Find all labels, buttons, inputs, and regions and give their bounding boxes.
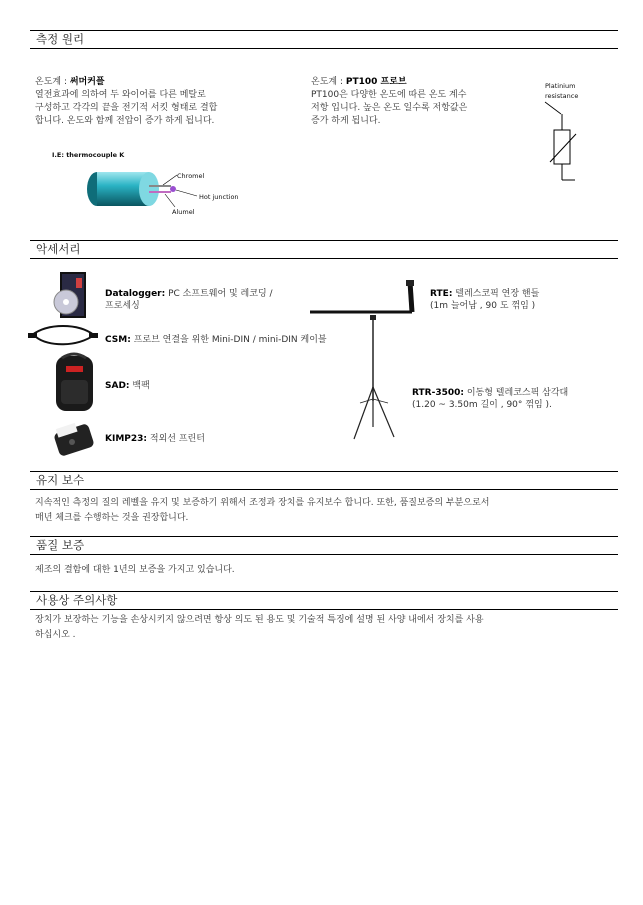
accessory-code: Datalogger:: [105, 289, 166, 299]
label-alumel: Alumel: [172, 208, 195, 216]
maintenance-line: 지속적인 측정의 질의 레벨을 유지 및 보증하기 위해서 조정과 장치를 유지보수 합니다. 또한, 품질보증의 부분으로서: [35, 498, 490, 508]
resistor-symbol: [540, 100, 590, 190]
heading-value: 써머커플: [69, 77, 105, 87]
pt100-line: 저항 입니다. 높은 온도 일수록 저항값은: [311, 103, 468, 113]
accessory-desc: PC 소프트웨어 및 레코딩 /: [168, 289, 273, 299]
thermocouple-line: 구성하고 각각의 끝을 전기적 서킷 형태로 결합: [35, 103, 218, 113]
warranty-line: 제조의 결함에 대한 1년의 보증을 가지고 있습니다.: [35, 565, 235, 575]
accessory-desc: 백팩: [132, 381, 150, 391]
kimp23-printer-image: [52, 418, 97, 458]
accessory-desc: 텔레스코픽 연장 핸들: [455, 289, 540, 299]
accessory-desc-cont: 프로세싱: [105, 301, 140, 311]
datalogger-software-image: [52, 270, 97, 322]
heading-value: PT100 프로브: [345, 77, 407, 87]
accessory-code: CSM:: [105, 335, 131, 345]
accessory-code: RTE:: [430, 289, 453, 299]
accessory-code: RTR-3500:: [412, 388, 464, 398]
thermocouple-heading: [35, 76, 295, 89]
heading-label: 온도계 :: [311, 77, 346, 87]
precautions-line: 장치가 보장하는 기능을 손상시키지 않으려면 항상 의도 된 용도 및 기술적 특징에 설명 된 사양 내에서 장치를 사용: [35, 615, 484, 625]
thermocouple-diagram-title: I.E: thermocouple K: [52, 151, 125, 159]
section-title-precautions: 사용상 주의사항: [30, 591, 618, 610]
accessory-csm: [105, 334, 365, 347]
accessory-sad: [105, 380, 255, 393]
accessory-rte: [430, 288, 610, 312]
maintenance-text: [35, 496, 615, 526]
accessory-desc: 적외선 프린터: [149, 434, 205, 444]
accessory-desc: 프로브 연결을 위한 Mini-DIN / mini-DIN 케이블: [133, 335, 327, 345]
pt100-block: [311, 76, 531, 128]
accessory-rtr3500: [412, 387, 612, 411]
accessory-desc: 이동형 텔레코스픽 삼각대: [466, 388, 569, 398]
maintenance-line: 매년 체크를 수행하는 것을 권장합니다.: [35, 513, 189, 523]
label-hot-junction: Hot junction: [199, 193, 239, 201]
csm-cable-image: [28, 321, 100, 351]
section-title-measurement: 측정 원리: [30, 30, 618, 49]
section-title-warranty: 품질 보증: [30, 536, 618, 555]
pt100-heading: [311, 76, 531, 89]
accessory-code: KIMP23:: [105, 434, 147, 444]
accessory-code: SAD:: [105, 381, 130, 391]
label-line: Platinium: [545, 82, 576, 90]
warranty-text: [35, 564, 615, 577]
accessory-desc-cont: (1m 늘어남 , 90 도 꺾임 ): [430, 301, 536, 311]
label-chromel: Chromel: [177, 172, 205, 180]
rtr3500-tripod-image: [350, 315, 400, 442]
platinum-resistance-label: [545, 81, 578, 101]
section-title-maintenance: 유지 보수: [30, 471, 618, 490]
heading-label: 온도계 :: [35, 77, 70, 87]
section-title-accessories: 악세서리: [30, 240, 618, 259]
thermocouple-line: 합니다. 온도와 함께 전압이 증가 하게 됩니다.: [35, 116, 215, 126]
precautions-line: 하십시오 .: [35, 630, 76, 640]
accessory-desc-cont: (1.20 ~ 3.50m 길이 , 90° 꺾임 ).: [412, 400, 552, 410]
sad-backpack-image: [52, 352, 97, 414]
thermocouple-diagram: [85, 163, 255, 218]
accessory-kimp23: [105, 433, 255, 446]
pt100-line: PT100은 다양한 온도에 따른 온도 계수: [311, 90, 467, 100]
precautions-text: [35, 613, 615, 643]
label-line: resistance: [545, 92, 579, 100]
pt100-line: 증가 하게 됩니다.: [311, 116, 381, 126]
thermocouple-line: 열전효과에 의하여 두 와이어를 다른 메탈로: [35, 90, 206, 100]
accessory-datalogger: [105, 288, 300, 312]
thermocouple-block: [35, 76, 295, 128]
